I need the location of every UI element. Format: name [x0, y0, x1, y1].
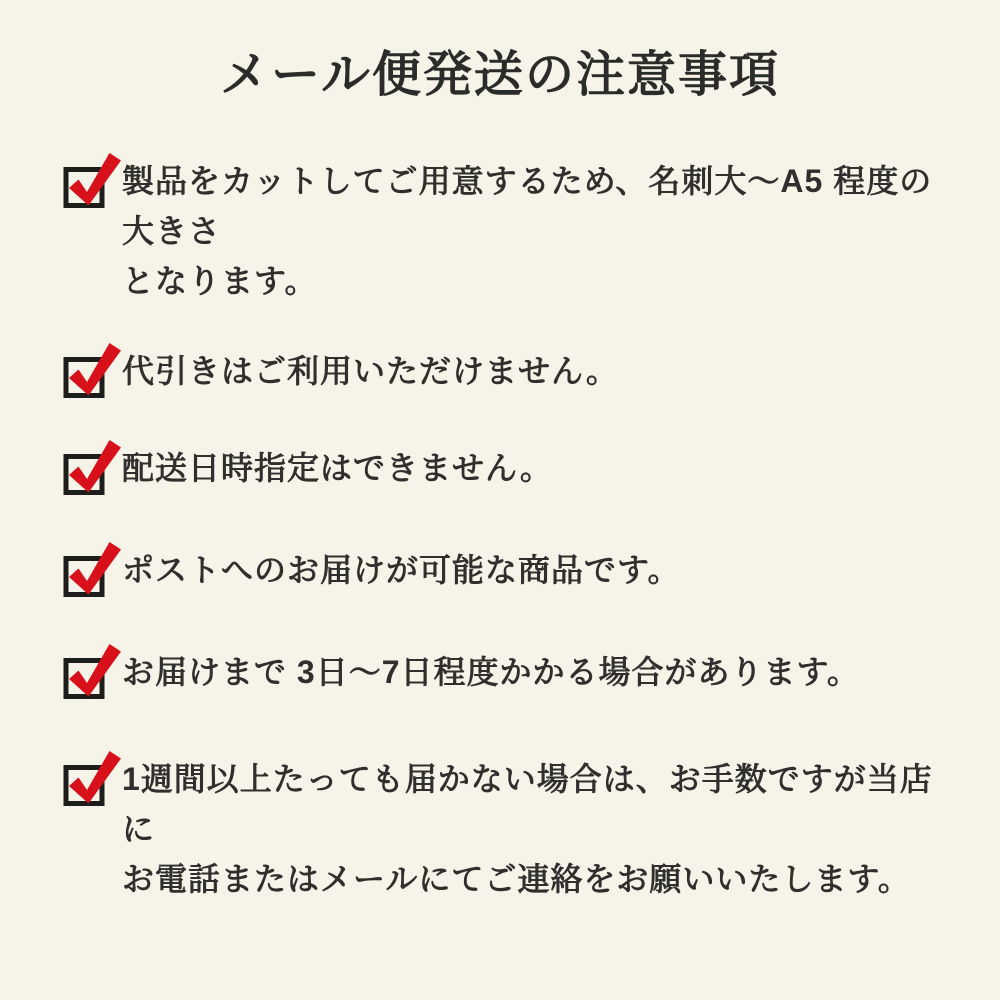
notice-text-line: 1週間以上たっても届かない場合は、お手数ですが当店に	[122, 761, 933, 847]
notice-text-line: お届けまで 3日〜7日程度かかる場合があります。	[122, 654, 860, 690]
notice-text-line: 製品をカットしてご用意するため、名刺大〜A5 程度の大きさ	[122, 163, 933, 249]
checkbox-checked-icon	[62, 437, 122, 495]
notice-text-line: 配送日時指定はできません。	[122, 450, 553, 486]
notice-text-line: ポストへのお届けが可能な商品です。	[122, 552, 681, 588]
notice-item	[62, 647, 960, 699]
notice-item	[62, 754, 960, 904]
notice-list	[0, 156, 1000, 904]
notice-text-line: となります。	[122, 263, 318, 299]
notice-text	[122, 545, 680, 595]
notice-text	[122, 443, 553, 493]
notice-item	[62, 346, 960, 398]
notice-text-line: 代引きはご利用いただけません。	[122, 353, 619, 389]
checkbox-checked-icon	[62, 641, 122, 699]
checkbox-checked-icon	[62, 150, 122, 208]
notice-text	[122, 156, 960, 306]
notice-text	[122, 346, 619, 396]
notice-text-line: お電話またはメールにてご連絡をお願いいたします。	[122, 861, 911, 897]
page-title: メール便発送の注意事項	[219, 48, 781, 102]
checkbox-checked-icon	[62, 748, 122, 806]
notice-item	[62, 443, 960, 495]
checkbox-checked-icon	[62, 340, 122, 398]
checkbox-checked-icon	[62, 539, 122, 597]
notice-item	[62, 545, 960, 597]
notice-item	[62, 156, 960, 306]
notice-text	[122, 754, 960, 904]
notice-text	[122, 647, 860, 697]
